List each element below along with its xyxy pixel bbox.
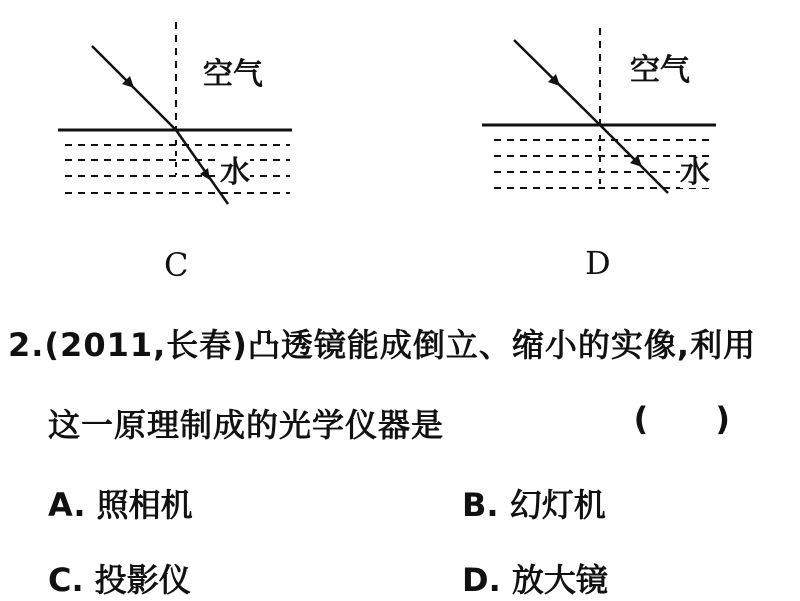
choice-c: C. 投影仪 [48, 561, 191, 599]
lower-medium-label: 水 [220, 155, 250, 190]
question-text-line-2: 这一原理制成的光学仪器是 [48, 406, 445, 444]
figure-c-drawing [40, 0, 320, 220]
answer-blank: ( ) [633, 400, 758, 438]
figure-c-letter: C [164, 246, 189, 284]
choice-b: B. 幻灯机 [462, 486, 606, 524]
choice-d: D. 放大镜 [462, 561, 608, 599]
upper-medium-label: 空气 [630, 53, 690, 88]
upper-medium-label: 空气 [203, 57, 263, 92]
choice-a: A. 照相机 [48, 486, 193, 524]
figure-d-letter: D [585, 244, 611, 282]
figure-c [40, 0, 320, 220]
question-text-line-1: 凸透镜能成倒立、缩小的实像,利用 [247, 326, 757, 364]
question-source: (2011,长春) [44, 326, 248, 364]
lower-medium-label: 水 [680, 155, 710, 190]
water-hatching [65, 145, 290, 193]
question-line-1 [8, 320, 788, 366]
question-line-2 [8, 400, 788, 446]
question-number: 2. [8, 326, 45, 364]
figure-d [470, 0, 730, 220]
